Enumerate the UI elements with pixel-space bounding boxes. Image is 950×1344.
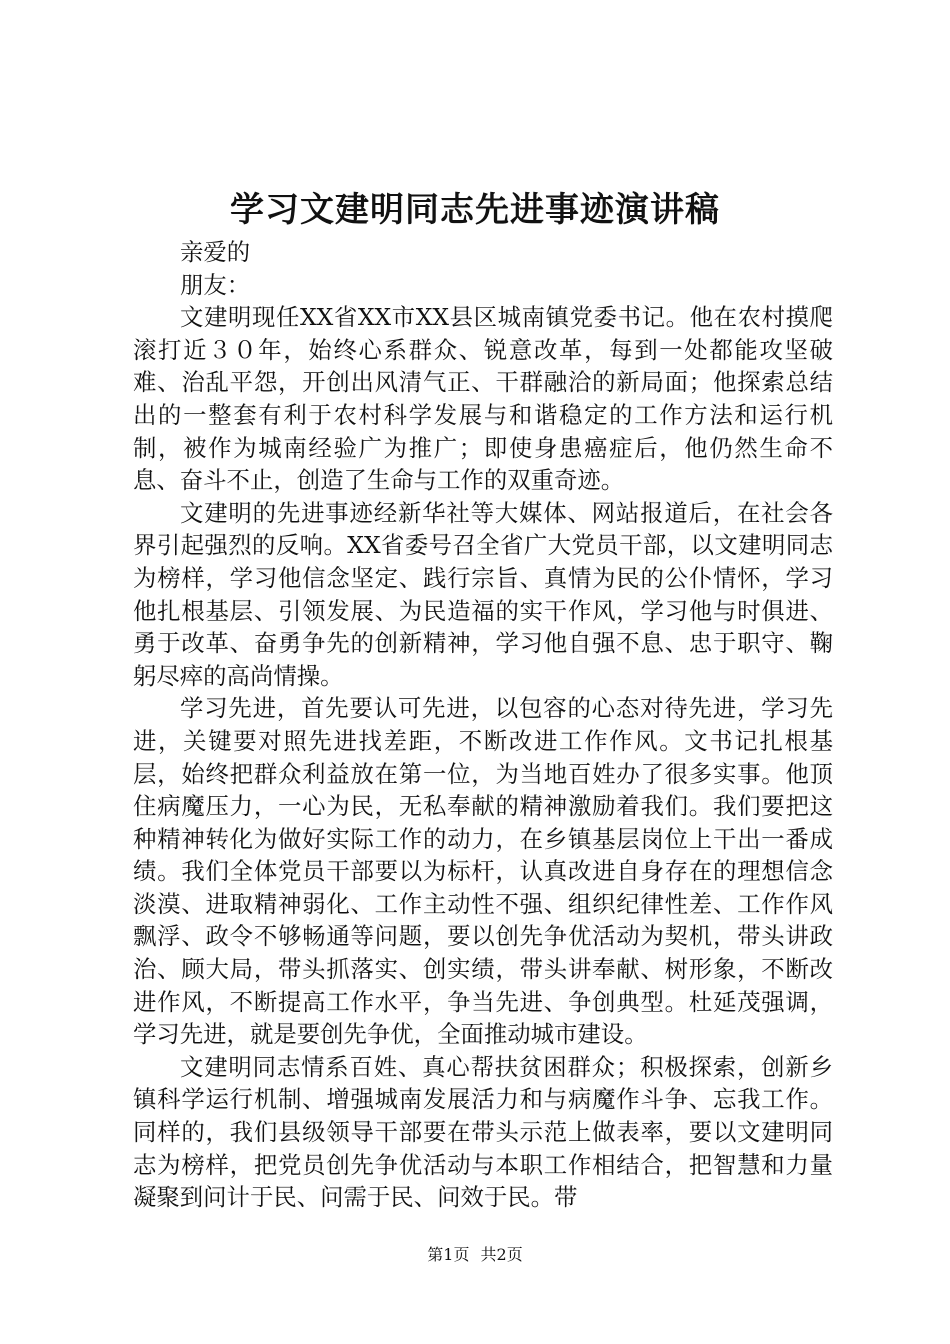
page-number: 第1页 — [427, 1245, 470, 1264]
paragraph-3: 学习先进，首先要认可先进，以包容的心态对待先进，学习先进，关键要对照先进找差距，不断改进工作作风。文书记扎根基层，始终把群众利益放在第一位，为当地百姓办了很多实事。他顶住病魔压力，一心为民，无私奉献的精神激励着我们。我们要把这种精神转化为做好实际工作的动力，在乡镇基层岗位上干出一番成绩。我们全体党员干部要以为标杆，认真改进自身存在的理想信念淡漠、进取精神弱化、工作主动性不强、组织纪律性差、工作作风飘浮、政令不够畅通等问题，要以创先争优活动为契机，带头讲政治、顾大局，带头抓落实、创实绩，带头讲奉献、树形象，不断改进作风，不断提高工作水平，争当先进、争创典型。杜延茂强调，学习先进，就是要创先争优，全面推动城市建设。 — [133, 694, 833, 1049]
greeting-line-1: 亲爱的 — [180, 238, 251, 266]
paragraph-4: 文建明同志情系百姓、真心帮扶贫困群众；积极探索，创新乡镇科学运行机制、增强城南发展活力和与病魔作斗争、忘我工作。同样的，我们县级领导干部要在带头示范上做表率，要以文建明同志为榜样，把党员创先争优活动与本职工作相结合，把智慧和力量凝聚到问计于民、问需于民、问效于民。带 — [133, 1052, 833, 1212]
document-title: 学习文建明同志先进事迹演讲稿 — [230, 190, 720, 230]
greeting-line-2: 朋友： — [180, 270, 251, 299]
document-body — [133, 236, 833, 1214]
paragraph-1: 文建明现任XX省XX市XX县区城南镇党委书记。他在农村摸爬滚打近３０年，始终心系群众、锐意改革，每到一处都能攻坚破难、治乱平怨，开创出风清气正、干群融洽的新局面；他探索总结出的一整套有利于农村科学发展与和谐稳定的工作方法和运行机制，被作为城南经验广为推广；即使身患癌症后，他仍然生命不息、奋斗不止，创造了生命与工作的双重奇迹。 — [133, 303, 833, 495]
page-total: 共2页 — [480, 1245, 523, 1264]
paragraph-2: 文建明的先进事迹经新华社等大媒体、网站报道后，在社会各界引起强烈的反响。XX省委号召全省广大党员干部，以文建明同志为榜样，学习他信念坚定、践行宗旨、真情为民的公仆情怀，学习他扎根基层、引领发展、为民造福的实干作风，学习他与时俱进、勇于改革、奋勇争先的创新精神，学习他自强不息、忠于职守、鞠躬尽瘁的高尚情操。 — [133, 498, 833, 690]
page-footer — [0, 1244, 950, 1266]
